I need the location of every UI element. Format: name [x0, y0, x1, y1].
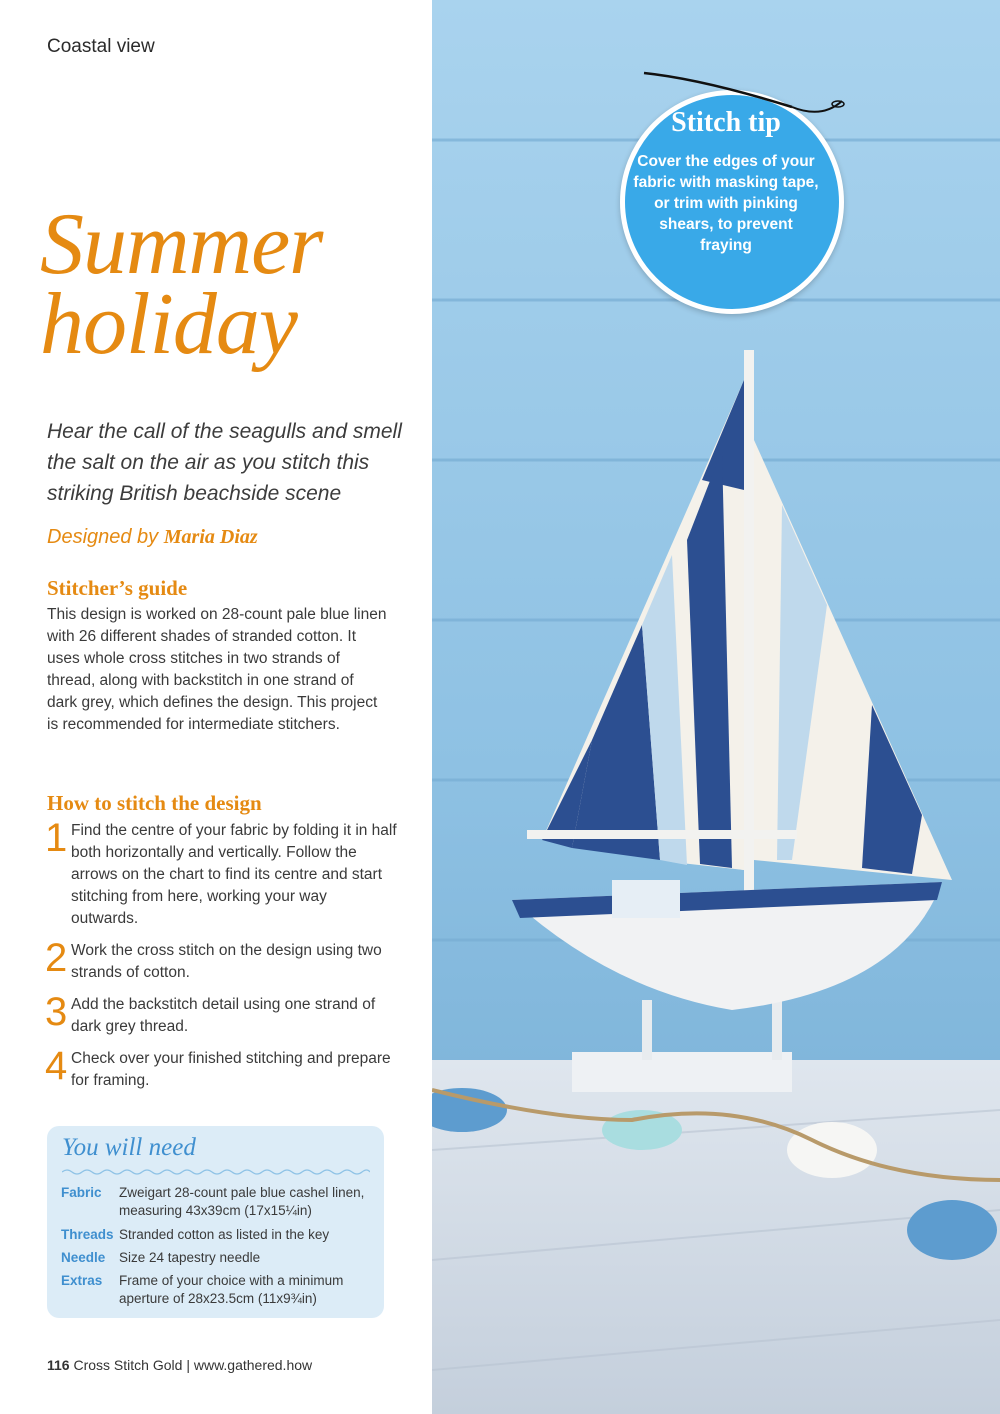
- needs-value: Size 24 tapestry needle: [119, 1250, 261, 1265]
- guide-heading: Stitcher’s guide: [47, 576, 188, 600]
- tip-text: Cover the edges of your fabric with masking tape, or trim with pinking shears, to prevent fraying: [633, 153, 819, 254]
- needs-value: Zweigart 28-count pale blue cashel linen, measuring 43x39cm (17x15¼in): [119, 1185, 365, 1218]
- step-text: Add the backstitch detail using one strand of dark grey thread.: [71, 996, 376, 1035]
- steps-list: [45, 816, 397, 1102]
- step-text: Work the cross stitch on the design using two strands of cotton.: [71, 942, 382, 981]
- needs-label: Fabric: [61, 1185, 102, 1200]
- needs-title: You will need: [62, 1134, 196, 1161]
- step-number: 3: [45, 990, 68, 1034]
- magazine-name: Cross Stitch Gold: [73, 1357, 183, 1373]
- section-label: Coastal view: [47, 36, 155, 57]
- needs-label: Threads: [61, 1227, 114, 1242]
- website-url: www.gathered.how: [193, 1357, 313, 1373]
- byline-prefix: Designed by: [47, 526, 159, 548]
- title-line-1: Summer: [40, 196, 323, 293]
- step-number: 1: [45, 816, 68, 860]
- page-footer: [47, 1357, 312, 1373]
- needs-label: Needle: [61, 1250, 106, 1265]
- step-text: Check over your finished stitching and prepare for framing.: [71, 1050, 391, 1089]
- stitch-tip-badge: [614, 71, 854, 301]
- title-line-2: holiday: [40, 276, 297, 373]
- step-number: 4: [45, 1044, 68, 1088]
- guide-body: This design is worked on 28-count pale blue linen with 26 different shades of stranded cotton. It uses whole cross stitches in two strands of thread, along with backstitch in one strand of dark grey, which defines the design. This project is recommended for intermediate stitchers.: [47, 606, 387, 733]
- page-number: 116: [47, 1357, 70, 1373]
- howto-heading: How to stitch the design: [47, 791, 262, 815]
- tip-title: Stitch tip: [671, 107, 781, 138]
- footer-separator: |: [186, 1357, 190, 1373]
- byline: [47, 526, 258, 549]
- page-title: [40, 196, 323, 373]
- step-item: [45, 936, 397, 984]
- needs-label: Extras: [61, 1273, 103, 1288]
- needs-value: Frame of your choice with a minimum aperture of 28x23.5cm (11x9¾in): [119, 1273, 344, 1306]
- standfirst: Hear the call of the seagulls and smell the salt on the air as you stitch this striking British beachside scene: [47, 420, 402, 505]
- step-item: [45, 1044, 397, 1092]
- step-text: Find the centre of your fabric by folding it in half both horizontally and vertically. Follow the arrows on the chart to find its centre and start stitching from here, working your way outwards.: [71, 822, 397, 927]
- step-number: 2: [45, 936, 68, 980]
- step-item: [45, 816, 397, 930]
- wave-divider: [62, 1168, 370, 1176]
- article-column: [0, 0, 432, 1414]
- you-will-need-box: [47, 1126, 384, 1318]
- needs-value: Stranded cotton as listed in the key: [119, 1227, 330, 1242]
- designer-name: Maria Diaz: [163, 526, 258, 548]
- step-item: [45, 990, 397, 1038]
